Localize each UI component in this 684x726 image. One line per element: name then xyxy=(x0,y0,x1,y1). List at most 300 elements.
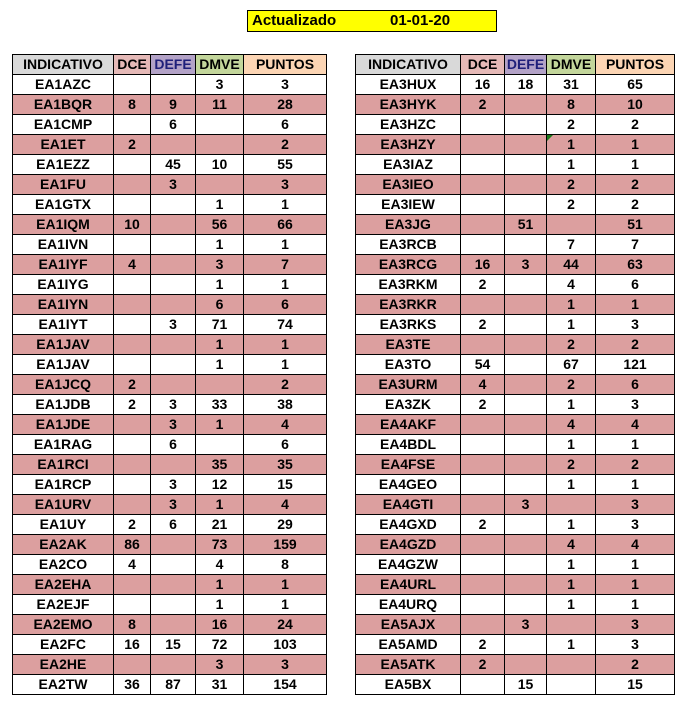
defe-cell xyxy=(151,295,196,315)
header-defe: DEFE xyxy=(505,55,547,75)
table-row xyxy=(13,195,327,215)
table-row xyxy=(356,115,675,135)
table-row xyxy=(356,475,675,495)
dce-cell xyxy=(461,155,505,175)
table-row xyxy=(13,255,327,275)
defe-cell xyxy=(151,355,196,375)
defe-cell xyxy=(505,435,547,455)
defe-cell xyxy=(151,455,196,475)
callsign-cell: EA1GTX xyxy=(13,195,114,215)
callsign-cell: EA2AK xyxy=(13,535,114,555)
table-row xyxy=(356,155,675,175)
dce-cell xyxy=(461,595,505,615)
puntos-cell: 3 xyxy=(596,495,675,515)
defe-cell xyxy=(151,595,196,615)
header-puntos: PUNTOS xyxy=(244,55,327,75)
puntos-cell: 55 xyxy=(244,155,327,175)
header-defe: DEFE xyxy=(151,55,196,75)
callsign-cell: EA1IYN xyxy=(13,295,114,315)
puntos-cell: 2 xyxy=(596,115,675,135)
dce-cell: 10 xyxy=(114,215,151,235)
dce-cell xyxy=(114,155,151,175)
defe-cell: 3 xyxy=(505,495,547,515)
defe-cell xyxy=(151,255,196,275)
callsign-cell: EA3HYK xyxy=(356,95,461,115)
callsign-cell: EA4URL xyxy=(356,575,461,595)
dmve-cell: 72 xyxy=(196,635,244,655)
defe-cell xyxy=(505,375,547,395)
table-row xyxy=(356,515,675,535)
left-scores-table xyxy=(12,54,327,695)
dmve-cell: 1 xyxy=(196,235,244,255)
dmve-cell: 2 xyxy=(547,175,596,195)
callsign-cell: EA4GEO xyxy=(356,475,461,495)
dmve-cell: 1 xyxy=(547,155,596,175)
defe-cell xyxy=(505,195,547,215)
puntos-cell: 63 xyxy=(596,255,675,275)
defe-cell: 3 xyxy=(505,615,547,635)
dmve-cell: 56 xyxy=(196,215,244,235)
callsign-cell: EA1CMP xyxy=(13,115,114,135)
callsign-cell: EA3HZY xyxy=(356,135,461,155)
dmve-cell: 33 xyxy=(196,395,244,415)
table-row xyxy=(356,335,675,355)
callsign-cell: EA4GXD xyxy=(356,515,461,535)
defe-cell: 9 xyxy=(151,95,196,115)
dce-cell xyxy=(461,235,505,255)
callsign-cell: EA2FC xyxy=(13,635,114,655)
dmve-cell: 6 xyxy=(196,295,244,315)
puntos-cell: 3 xyxy=(596,515,675,535)
dce-cell: 16 xyxy=(461,255,505,275)
dce-cell: 2 xyxy=(461,515,505,535)
dmve-cell: 2 xyxy=(547,455,596,475)
dce-cell xyxy=(461,475,505,495)
defe-cell xyxy=(151,555,196,575)
dce-cell: 2 xyxy=(461,275,505,295)
dmve-cell: 7 xyxy=(547,235,596,255)
dce-cell xyxy=(461,495,505,515)
puntos-cell: 3 xyxy=(596,315,675,335)
dce-cell: 2 xyxy=(461,315,505,335)
callsign-cell: EA1RCI xyxy=(13,455,114,475)
table-row xyxy=(13,475,327,495)
callsign-cell: EA3HZC xyxy=(356,115,461,135)
table-row xyxy=(13,495,327,515)
header-indicativo: INDICATIVO xyxy=(356,55,461,75)
table-row xyxy=(13,275,327,295)
puntos-cell: 15 xyxy=(244,475,327,495)
table-row xyxy=(356,315,675,335)
table-row xyxy=(13,395,327,415)
dmve-cell: 1 xyxy=(547,595,596,615)
table-row xyxy=(13,415,327,435)
defe-cell xyxy=(151,135,196,155)
table-row xyxy=(13,575,327,595)
callsign-cell: EA1UY xyxy=(13,515,114,535)
defe-cell: 3 xyxy=(151,315,196,335)
defe-cell xyxy=(151,375,196,395)
puntos-cell: 1 xyxy=(596,555,675,575)
dce-cell xyxy=(461,435,505,455)
dce-cell xyxy=(114,315,151,335)
table-row xyxy=(13,535,327,555)
table-row xyxy=(13,455,327,475)
puntos-cell: 103 xyxy=(244,635,327,655)
callsign-cell: EA1IYF xyxy=(13,255,114,275)
callsign-cell: EA5BX xyxy=(356,675,461,695)
puntos-cell: 7 xyxy=(596,235,675,255)
dmve-cell: 2 xyxy=(547,335,596,355)
puntos-cell: 4 xyxy=(596,415,675,435)
callsign-cell: EA1EZZ xyxy=(13,155,114,175)
table-row xyxy=(356,355,675,375)
puntos-cell: 2 xyxy=(244,135,327,155)
defe-cell xyxy=(151,615,196,635)
puntos-cell: 29 xyxy=(244,515,327,535)
puntos-cell: 2 xyxy=(596,455,675,475)
dce-cell xyxy=(114,335,151,355)
defe-cell xyxy=(505,95,547,115)
callsign-cell: EA4GTI xyxy=(356,495,461,515)
puntos-cell: 121 xyxy=(596,355,675,375)
defe-cell xyxy=(505,575,547,595)
puntos-cell: 38 xyxy=(244,395,327,415)
dmve-cell: 71 xyxy=(196,315,244,335)
defe-cell xyxy=(505,515,547,535)
dmve-cell: 1 xyxy=(196,195,244,215)
dce-cell xyxy=(461,135,505,155)
dmve-cell: 8 xyxy=(547,95,596,115)
callsign-cell: EA3IAZ xyxy=(356,155,461,175)
dce-cell xyxy=(114,355,151,375)
defe-cell xyxy=(505,275,547,295)
dce-cell xyxy=(461,535,505,555)
callsign-cell: EA2TW xyxy=(13,675,114,695)
callsign-cell: EA1RAG xyxy=(13,435,114,455)
puntos-cell: 1 xyxy=(244,575,327,595)
dce-cell xyxy=(114,495,151,515)
puntos-cell: 2 xyxy=(596,175,675,195)
puntos-cell: 3 xyxy=(596,395,675,415)
defe-cell: 3 xyxy=(151,395,196,415)
defe-cell xyxy=(151,535,196,555)
dce-cell: 2 xyxy=(461,95,505,115)
puntos-cell: 10 xyxy=(596,95,675,115)
puntos-cell: 1 xyxy=(596,295,675,315)
dce-cell xyxy=(114,235,151,255)
defe-cell: 3 xyxy=(151,475,196,495)
dce-cell xyxy=(461,575,505,595)
defe-cell xyxy=(151,195,196,215)
defe-cell: 51 xyxy=(505,215,547,235)
table-row xyxy=(356,535,675,555)
puntos-cell: 3 xyxy=(244,655,327,675)
dmve-cell: 1 xyxy=(196,495,244,515)
right-scores-table xyxy=(355,54,675,695)
dmve-cell: 3 xyxy=(196,255,244,275)
table-row xyxy=(13,215,327,235)
callsign-cell: EA3RKS xyxy=(356,315,461,335)
defe-cell xyxy=(505,475,547,495)
defe-cell xyxy=(505,315,547,335)
dmve-cell: 1 xyxy=(547,315,596,335)
table-row xyxy=(13,595,327,615)
puntos-cell: 2 xyxy=(596,335,675,355)
table-row xyxy=(13,335,327,355)
dmve-cell: 1 xyxy=(196,275,244,295)
callsign-cell: EA4GZW xyxy=(356,555,461,575)
puntos-cell: 4 xyxy=(596,535,675,555)
callsign-cell: EA4URQ xyxy=(356,595,461,615)
table-row xyxy=(356,95,675,115)
callsign-cell: EA3RKR xyxy=(356,295,461,315)
dmve-cell: 2 xyxy=(547,195,596,215)
table-row xyxy=(13,615,327,635)
header-dmve: DMVE xyxy=(547,55,596,75)
table-row xyxy=(13,655,327,675)
callsign-cell: EA5AMD xyxy=(356,635,461,655)
puntos-cell: 4 xyxy=(244,495,327,515)
dce-cell xyxy=(114,455,151,475)
table-row xyxy=(356,195,675,215)
dce-cell xyxy=(114,195,151,215)
table-row xyxy=(356,235,675,255)
puntos-cell: 74 xyxy=(244,315,327,335)
puntos-cell: 6 xyxy=(596,275,675,295)
table-row xyxy=(13,515,327,535)
puntos-cell: 1 xyxy=(596,155,675,175)
defe-cell xyxy=(151,75,196,95)
defe-cell: 15 xyxy=(505,675,547,695)
dmve-cell: 4 xyxy=(196,555,244,575)
dmve-cell: 4 xyxy=(547,415,596,435)
callsign-cell: EA1JAV xyxy=(13,355,114,375)
dce-cell: 4 xyxy=(114,555,151,575)
table-row xyxy=(13,235,327,255)
table-row xyxy=(356,75,675,95)
callsign-cell: EA1JDB xyxy=(13,395,114,415)
callsign-cell: EA3TO xyxy=(356,355,461,375)
table-row xyxy=(13,375,327,395)
callsign-cell: EA1AZC xyxy=(13,75,114,95)
puntos-cell: 6 xyxy=(244,435,327,455)
defe-cell: 3 xyxy=(151,415,196,435)
dce-cell: 2 xyxy=(461,635,505,655)
table-row xyxy=(356,215,675,235)
dce-cell xyxy=(461,175,505,195)
dmve-cell: 73 xyxy=(196,535,244,555)
puntos-cell: 51 xyxy=(596,215,675,235)
dce-cell xyxy=(114,295,151,315)
table-row xyxy=(356,295,675,315)
callsign-cell: EA1JDE xyxy=(13,415,114,435)
dce-cell xyxy=(461,215,505,235)
callsign-cell: EA1URV xyxy=(13,495,114,515)
callsign-cell: EA3ZK xyxy=(356,395,461,415)
defe-cell xyxy=(505,115,547,135)
dmve-cell: 31 xyxy=(547,75,596,95)
puntos-cell: 1 xyxy=(596,475,675,495)
defe-cell xyxy=(505,655,547,675)
callsign-cell: EA4GZD xyxy=(356,535,461,555)
puntos-cell: 3 xyxy=(596,635,675,655)
dmve-cell: 16 xyxy=(196,615,244,635)
puntos-cell: 8 xyxy=(244,555,327,575)
dce-cell xyxy=(461,295,505,315)
dce-cell: 2 xyxy=(114,395,151,415)
dce-cell: 2 xyxy=(461,655,505,675)
table-row xyxy=(13,315,327,335)
table-row xyxy=(13,435,327,455)
callsign-cell: EA2EMO xyxy=(13,615,114,635)
comment-marker-icon xyxy=(547,135,553,141)
table-row xyxy=(13,75,327,95)
puntos-cell: 35 xyxy=(244,455,327,475)
dce-cell xyxy=(114,275,151,295)
defe-cell xyxy=(151,575,196,595)
defe-cell xyxy=(505,355,547,375)
dmve-cell: 3 xyxy=(196,75,244,95)
table-row xyxy=(356,395,675,415)
defe-cell xyxy=(151,655,196,675)
dmve-cell: 1 xyxy=(547,295,596,315)
dce-cell: 16 xyxy=(114,635,151,655)
dmve-cell: 1 xyxy=(196,335,244,355)
puntos-cell: 2 xyxy=(244,375,327,395)
dce-cell: 54 xyxy=(461,355,505,375)
callsign-cell: EA1ET xyxy=(13,135,114,155)
puntos-cell: 3 xyxy=(596,615,675,635)
dce-cell xyxy=(461,115,505,135)
dce-cell xyxy=(114,175,151,195)
callsign-cell: EA5ATK xyxy=(356,655,461,675)
table-row xyxy=(356,575,675,595)
dmve-cell: 1 xyxy=(547,555,596,575)
callsign-cell: EA4FSE xyxy=(356,455,461,475)
dmve-cell: 31 xyxy=(196,675,244,695)
callsign-cell: EA1BQR xyxy=(13,95,114,115)
callsign-cell: EA1IYT xyxy=(13,315,114,335)
dmve-cell xyxy=(547,615,596,635)
puntos-cell: 6 xyxy=(244,115,327,135)
update-banner xyxy=(247,10,497,32)
table-row xyxy=(356,135,675,155)
table-row xyxy=(13,555,327,575)
callsign-cell: EA2HE xyxy=(13,655,114,675)
table-row xyxy=(356,275,675,295)
dmve-cell: 1 xyxy=(547,515,596,535)
defe-cell: 3 xyxy=(151,495,196,515)
dmve-cell: 1 xyxy=(547,135,596,155)
callsign-cell: EA2EHA xyxy=(13,575,114,595)
dmve-cell xyxy=(196,435,244,455)
puntos-cell: 4 xyxy=(244,415,327,435)
dce-cell xyxy=(461,615,505,635)
defe-cell xyxy=(505,595,547,615)
callsign-cell: EA1IYG xyxy=(13,275,114,295)
dce-cell xyxy=(461,455,505,475)
puntos-cell: 65 xyxy=(596,75,675,95)
callsign-cell: EA1FU xyxy=(13,175,114,195)
defe-cell xyxy=(505,455,547,475)
dce-cell xyxy=(461,195,505,215)
callsign-cell: EA5AJX xyxy=(356,615,461,635)
dce-cell: 2 xyxy=(114,135,151,155)
dmve-cell xyxy=(547,655,596,675)
table-row xyxy=(356,595,675,615)
dmve-cell: 1 xyxy=(547,635,596,655)
table-row xyxy=(13,175,327,195)
dce-cell xyxy=(461,555,505,575)
dmve-cell: 67 xyxy=(547,355,596,375)
callsign-cell: EA4BDL xyxy=(356,435,461,455)
dmve-cell: 44 xyxy=(547,255,596,275)
dmve-cell xyxy=(547,675,596,695)
defe-cell xyxy=(505,635,547,655)
dce-cell: 8 xyxy=(114,95,151,115)
defe-cell xyxy=(505,335,547,355)
puntos-cell: 1 xyxy=(596,435,675,455)
table-row xyxy=(356,255,675,275)
callsign-cell: EA3RKM xyxy=(356,275,461,295)
dmve-cell xyxy=(196,135,244,155)
dce-cell xyxy=(114,115,151,135)
defe-cell: 18 xyxy=(505,75,547,95)
puntos-cell: 2 xyxy=(596,655,675,675)
table-row xyxy=(356,655,675,675)
table-row xyxy=(13,295,327,315)
callsign-cell: EA2EJF xyxy=(13,595,114,615)
header-dce: DCE xyxy=(461,55,505,75)
dmve-cell: 2 xyxy=(547,375,596,395)
dmve-cell: 1 xyxy=(547,575,596,595)
dce-cell xyxy=(114,435,151,455)
dmve-cell: 1 xyxy=(547,475,596,495)
dmve-cell: 21 xyxy=(196,515,244,535)
table-row xyxy=(356,455,675,475)
table-row xyxy=(356,495,675,515)
puntos-cell: 1 xyxy=(244,195,327,215)
defe-cell xyxy=(151,215,196,235)
dce-cell: 4 xyxy=(461,375,505,395)
callsign-cell: EA3URM xyxy=(356,375,461,395)
dmve-cell: 1 xyxy=(547,435,596,455)
table-row xyxy=(13,95,327,115)
defe-cell xyxy=(505,535,547,555)
puntos-cell: 1 xyxy=(244,355,327,375)
puntos-cell: 3 xyxy=(244,175,327,195)
dmve-cell xyxy=(547,495,596,515)
callsign-cell: EA1JCQ xyxy=(13,375,114,395)
dce-cell xyxy=(461,415,505,435)
dce-cell: 16 xyxy=(461,75,505,95)
dmve-cell xyxy=(196,115,244,135)
update-label: Actualizado xyxy=(252,12,337,29)
table-row xyxy=(13,635,327,655)
puntos-cell: 66 xyxy=(244,215,327,235)
callsign-cell: EA3RCG xyxy=(356,255,461,275)
dmve-cell: 11 xyxy=(196,95,244,115)
table-row xyxy=(356,375,675,395)
dce-cell xyxy=(114,575,151,595)
table-row xyxy=(356,175,675,195)
dce-cell xyxy=(114,475,151,495)
defe-cell: 87 xyxy=(151,675,196,695)
dce-cell xyxy=(114,655,151,675)
defe-cell xyxy=(505,295,547,315)
dce-cell: 36 xyxy=(114,675,151,695)
